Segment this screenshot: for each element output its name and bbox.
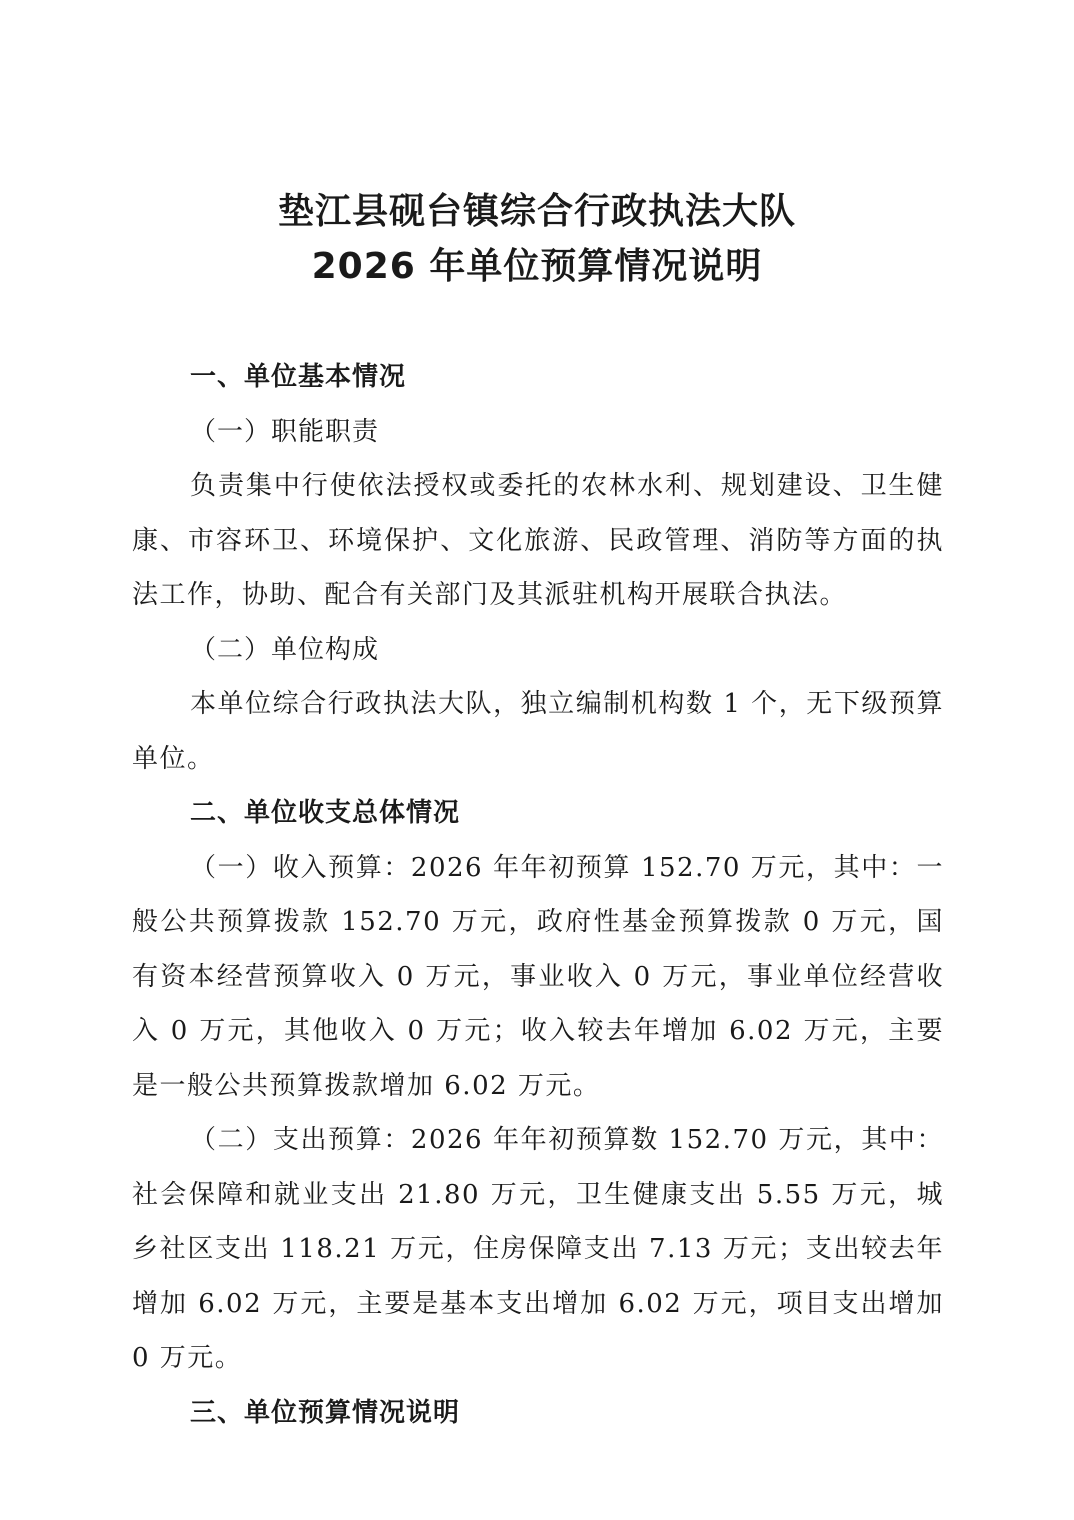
section-1-composition-paragraph: 本单位综合行政执法大队，独立编制机构数 1 个，无下级预算单位。: [132, 689, 944, 774]
section-2-income-paragraph: （一）收入预算：2026 年年初预算 152.70 万元，其中：一般公共预算拨款 152.70 万元，政府性基金预算拨款 0 万元，国有资本经营预算收入 0 万元，事业收入 0 万元，事业单位经营收入 0 万元，其他收入 0 万元；收入较去年增加 6.02 万元，主要是一般公共预算拨款增加 6.02 万元。: [132, 852, 944, 1101]
document-title-line-2: 2026 年单位预算情况说明: [311, 246, 763, 287]
section-2-expenditure-paragraph: （二）支出预算：2026 年年初预算数 152.70 万元，其中：社会保障和就业支出 21.80 万元，卫生健康支出 5.55 万元，城乡社区支出 118.21 万元，住房保障支出 7.13 万元；支出较去年增加 6.02 万元，主要是基本支出增加 6.02 万元，项目支出增加 0 万元。: [132, 1125, 944, 1373]
section-3-heading: 三、单位预算情况说明: [190, 1397, 461, 1428]
section-1-subheading-duties: （一）职能职责: [190, 416, 380, 447]
section-2-heading: 二、单位收支总体情况: [190, 798, 461, 828]
section-1-heading: 一、单位基本情况: [190, 362, 407, 392]
document-title-line-1: 垫江县砚台镇综合行政执法大队: [277, 191, 796, 232]
section-1-duties-paragraph: 负责集中行使依法授权或委托的农林水利、规划建设、卫生健康、市容环卫、环境保护、文化旅游、民政管理、消防等方面的执法工作，协助、配合有关部门及其派驻机构开展联合执法。: [132, 471, 944, 610]
document-body: [132, 350, 944, 1440]
section-1-subheading-composition: （二）单位构成: [190, 634, 380, 665]
